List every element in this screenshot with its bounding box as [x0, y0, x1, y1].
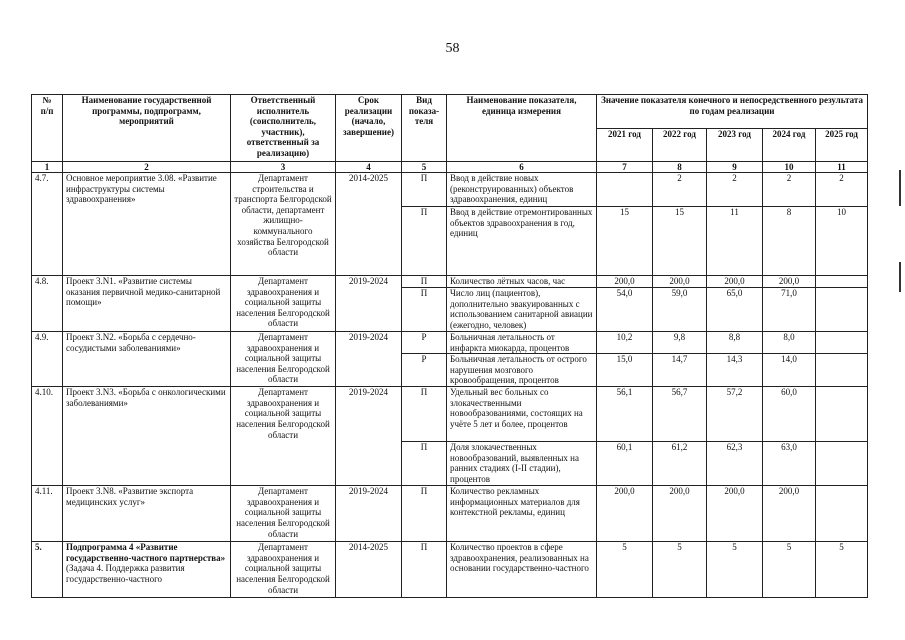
indicator-value: 15,0 [597, 354, 653, 387]
indicator-value: 71,0 [763, 288, 816, 332]
row-num: 4.9. [32, 332, 63, 387]
indicator-name: Доля злокачественных новообразований, выявленных на ранних стадиях (I-II стадии), процентов [447, 442, 597, 486]
indicator-value [816, 288, 868, 332]
indicator-value: 14,7 [653, 354, 707, 387]
indicator-value: 14,3 [707, 354, 763, 387]
indicator-value: 54,0 [597, 288, 653, 332]
indicator-value [816, 332, 868, 354]
indicator-value [816, 442, 868, 486]
row-executor: Департамент строительства и транспорта Белгородской области, департамент жилищно-коммунального хозяйства Белгородской области [231, 173, 336, 276]
indicator-value: 2 [816, 173, 868, 207]
row-executor: Департамент здравоохранения и социальной защиты населения Белгородской области [231, 332, 336, 387]
row-num: 4.10. [32, 387, 63, 486]
row-term: 2019-2024 [336, 486, 402, 542]
indicator-type: П [402, 173, 447, 207]
table-row [32, 486, 868, 542]
column-number: 10 [763, 162, 816, 173]
table-row [32, 542, 868, 598]
row-executor: Департамент здравоохранения и социальной защиты населения Белгородской области [231, 276, 336, 332]
indicator-name: Больничная летальность от острого нарушения мозгового кровообращения, процентов [447, 354, 597, 387]
indicator-value: 8,8 [707, 332, 763, 354]
column-number: 6 [447, 162, 597, 173]
row-name: Проект 3.N2. «Борьба с сердечно-сосудистыми заболеваниями» [63, 332, 231, 387]
row-term: 2019-2024 [336, 387, 402, 486]
indicator-value: 61,2 [653, 442, 707, 486]
row-term: 2019-2024 [336, 276, 402, 332]
row-name: Проект 3.N8. «Развитие экспорта медицинских услуг» [63, 486, 231, 542]
indicator-value: 5 [763, 542, 816, 598]
indicator-value [597, 173, 653, 207]
row-term: 2014-2025 [336, 542, 402, 598]
indicator-value: 5 [707, 542, 763, 598]
row-num: 5. [32, 542, 63, 598]
indicator-value: 5 [816, 542, 868, 598]
row-executor: Департамент здравоохранения и социальной защиты населения Белгородской области [231, 542, 336, 598]
indicator-value: 15 [653, 207, 707, 276]
indicator-type: П [402, 276, 447, 288]
indicator-name: Ввод в действие отремонтированных объектов здравоохранения в год, единиц [447, 207, 597, 276]
column-number: 9 [707, 162, 763, 173]
header-name: Наименование государственной программы, подпрограмм, мероприятий [63, 95, 231, 162]
indicator-name: Больничная летальность от инфаркта миокарда, процентов [447, 332, 597, 354]
row-name: Проект 3.N1. «Развитие системы оказания первичной медико-санитарной помощи» [63, 276, 231, 332]
subprogram-task: (Задача 4. Поддержка развития государственно-частного [66, 563, 185, 584]
indicator-value: 200,0 [707, 276, 763, 288]
indicator-type: П [402, 542, 447, 598]
row-executor: Департамент здравоохранения и социальной защиты населения Белгородской области [231, 486, 336, 542]
column-number: 5 [402, 162, 447, 173]
indicator-value: 56,7 [653, 387, 707, 442]
indicator-value: 10,2 [597, 332, 653, 354]
column-number: 8 [653, 162, 707, 173]
row-num: 4.7. [32, 173, 63, 276]
indicator-value: 2 [653, 173, 707, 207]
indicator-value: 15 [597, 207, 653, 276]
indicator-type: П [402, 387, 447, 442]
indicator-name: Количество лётных часов, час [447, 276, 597, 288]
header-year: 2021 год [597, 129, 653, 162]
indicator-name: Удельный вес больных со злокачественными новообразованиями, состоящих на учёте 5 лет и более, процентов [447, 387, 597, 442]
indicator-name: Ввод в действие новых (реконструированных) объектов здравоохранения, единиц [447, 173, 597, 207]
indicator-type: П [402, 486, 447, 542]
indicator-type: П [402, 288, 447, 332]
indicator-value: 5 [597, 542, 653, 598]
indicator-value [816, 486, 868, 542]
indicator-value: 57,2 [707, 387, 763, 442]
indicator-value: 200,0 [653, 276, 707, 288]
indicator-value: 62,3 [707, 442, 763, 486]
column-number: 1 [32, 162, 63, 173]
scan-edge-mark [899, 170, 901, 206]
row-name [63, 542, 231, 598]
indicator-name: Количество проектов в сфере здравоохранения, реализованных на основании государственно-частного [447, 542, 597, 598]
row-term: 2014-2025 [336, 173, 402, 276]
indicator-value: 63,0 [763, 442, 816, 486]
column-number: 11 [816, 162, 868, 173]
indicator-value: 200,0 [653, 486, 707, 542]
indicator-type: Р [402, 354, 447, 387]
indicator-value: 2 [707, 173, 763, 207]
indicator-value: 14,0 [763, 354, 816, 387]
indicator-value: 60,1 [597, 442, 653, 486]
row-name: Основное мероприятие 3.08. «Развитие инфраструктуры системы здравоохранения» [63, 173, 231, 276]
row-num: 4.11. [32, 486, 63, 542]
column-numbers-row [32, 162, 868, 173]
program-indicators-table [31, 94, 868, 598]
indicator-name: Число лиц (пациентов), дополнительно эвакуированных с использованием санитарной авиации (ежегодно, человек) [447, 288, 597, 332]
indicator-value: 200,0 [597, 276, 653, 288]
indicator-value: 2 [763, 173, 816, 207]
indicator-value: 11 [707, 207, 763, 276]
indicator-value [816, 276, 868, 288]
indicator-value [816, 354, 868, 387]
row-name: Проект 3.N3. «Борьба с онкологическими заболеваниями» [63, 387, 231, 486]
indicator-value: 200,0 [763, 276, 816, 288]
indicator-type: П [402, 207, 447, 276]
subprogram-title: Подпрограмма 4 «Развитие государственно-частного партнерства» [66, 542, 226, 563]
row-executor: Департамент здравоохранения и социальной защиты населения Белгородской области [231, 387, 336, 486]
indicator-value: 56,1 [597, 387, 653, 442]
table-row [32, 387, 868, 442]
indicator-value: 59,0 [653, 288, 707, 332]
scan-edge-mark [899, 262, 901, 292]
column-number: 2 [63, 162, 231, 173]
indicator-name: Количество рекламных информационных материалов для контекстной рекламы, единиц [447, 486, 597, 542]
header-type: Вид показа-теля [402, 95, 447, 162]
page-number: 58 [445, 41, 460, 56]
header-values-group: Значение показателя конечного и непосредственного результата по годам реализации [597, 95, 868, 129]
header-term: Срок реализации (начало, завершение) [336, 95, 402, 162]
row-term: 2019-2024 [336, 332, 402, 387]
indicator-value: 8,0 [763, 332, 816, 354]
row-num: 4.8. [32, 276, 63, 332]
column-number: 4 [336, 162, 402, 173]
header-year: 2024 год [763, 129, 816, 162]
header-year: 2022 год [653, 129, 707, 162]
header-executor: Ответственный исполнитель (соисполнитель, участник), ответственный за реализацию) [231, 95, 336, 162]
indicator-value: 65,0 [707, 288, 763, 332]
indicator-value [816, 387, 868, 442]
indicator-value: 200,0 [597, 486, 653, 542]
indicator-type: Р [402, 332, 447, 354]
header-num: № п/п [32, 95, 63, 162]
column-number: 7 [597, 162, 653, 173]
indicator-value: 10 [816, 207, 868, 276]
indicator-value: 8 [763, 207, 816, 276]
header-indicator: Наименование показателя, единица измерения [447, 95, 597, 162]
column-number: 3 [231, 162, 336, 173]
header-year: 2023 год [707, 129, 763, 162]
indicator-value: 9,8 [653, 332, 707, 354]
header-year: 2025 год [816, 129, 868, 162]
table-row [32, 332, 868, 354]
table-row [32, 173, 868, 207]
indicator-value: 200,0 [707, 486, 763, 542]
indicator-value: 60,0 [763, 387, 816, 442]
indicator-type: П [402, 442, 447, 486]
indicator-value: 5 [653, 542, 707, 598]
table-row [32, 276, 868, 288]
indicator-value: 200,0 [763, 486, 816, 542]
